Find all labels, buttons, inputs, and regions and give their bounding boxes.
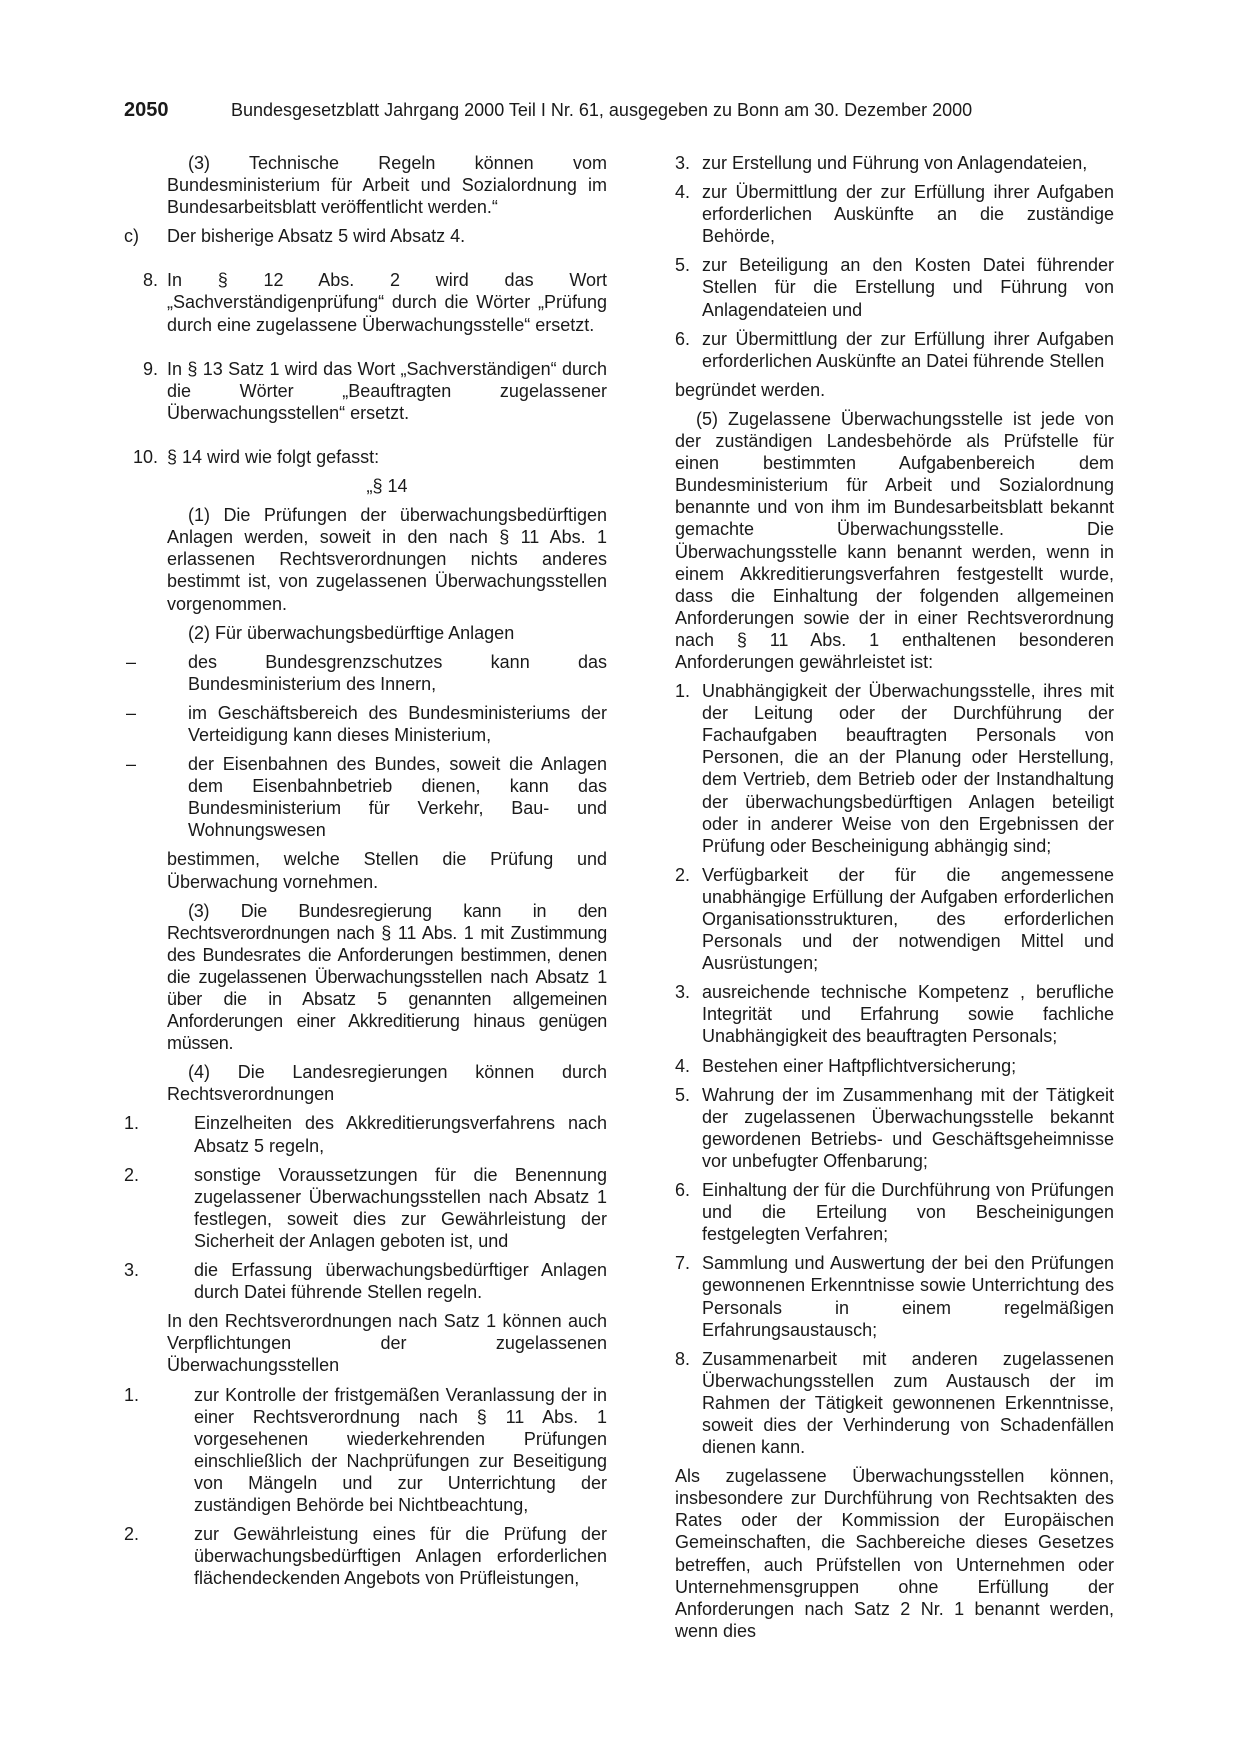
list-marker: 5.: [675, 1084, 691, 1105]
list-item-text: zur Erstellung und Führung von Anlagendateien,: [702, 153, 1088, 173]
list-item-text: zur Beteiligung an den Kosten Datei führender Stellen für die Erstellung und Führung von Anlagendateien und: [702, 255, 1114, 320]
paragraph-final: Als zugelassene Überwachungsstellen können, insbesondere zur Durchführung von Rechtsakten des Rates oder der Kommission der Europäischen Gemeinschaften, die Sachbereiche dieses Gesetzes betreffen, auch Prüfstellen von Unternehmen oder Unternehmensgruppen ohne Erfüllung der Anforderungen nach Satz 2 Nr. 1 benannt werden, wenn dies: [675, 1466, 1114, 1641]
list-item-text: Bestehen einer Haftpflichtversicherung;: [702, 1055, 1017, 1076]
dash-marker: –: [126, 651, 137, 672]
list-item-8: [124, 269, 607, 335]
paragraph-abs-1: (1) Die Prüfungen der überwachungsbedürftigen Anlagen werden, soweit in den nach § 11 Abs. 1 erlassenen Rechtsverordnungen nichts anderes bestimmt ist, von zugelassenen Überwachungsstellen vorgenommen.: [167, 505, 607, 614]
list-item-10: [124, 446, 607, 468]
numbered-list-item: [675, 328, 1114, 372]
numbered-list-item: [124, 1164, 607, 1252]
list-marker: 8.: [142, 270, 158, 291]
list-marker: 3.: [124, 1260, 140, 1281]
numbered-list-item: [675, 1084, 1114, 1172]
numbered-list-item: [675, 152, 1114, 174]
list-item-c: [124, 225, 607, 247]
dash-item-text: im Geschäftsbereich des Bundesministeriums der Verteidigung kann dieses Ministerium,: [188, 702, 607, 745]
list-item-9: [124, 358, 607, 424]
list-marker: 8.: [675, 1348, 691, 1369]
dash-item-text: des Bundesgrenzschutzes kann das Bundesministerium des Innern,: [188, 651, 607, 694]
list-marker: 4.: [675, 182, 691, 203]
list-marker: 2.: [124, 1164, 140, 1185]
dash-list-item: [124, 753, 607, 841]
list-item-text: die Erfassung überwachungsbedürftiger Anlagen durch Datei führende Stellen regeln.: [194, 1260, 607, 1303]
numbered-list-item: [124, 1112, 607, 1156]
list-marker: 3.: [675, 153, 691, 173]
list-marker: 2.: [124, 1524, 140, 1545]
paragraph-abs-3: (3) Die Bundesregierung kann in den Rechtsverordnungen nach § 11 Abs. 1 mit Zustimmung des Bundesrates die Anforderungen bestimmen, denen die zugelassenen Überwachungsstellen nach Absatz 1 über die in Absatz 5 genannten allgemeinen Anforderungen einer Akkreditierung hinaus genügen müssen.: [167, 900, 607, 1054]
numbered-list-item: [675, 1179, 1114, 1245]
numbered-list-item: [675, 864, 1114, 974]
list-item-text: ausreichende technische Kompetenz , berufliche Integrität und Erfahrung sowie fachliche Unabhängigkeit des beauftragten Personals;: [702, 982, 1114, 1047]
dash-marker: –: [126, 754, 137, 775]
list-item-text: Zusammenarbeit mit anderen zugelassenen Überwachungsstellen zum Austausch der im Rahmen der Tätigkeit gewonnenen Erkenntnisse, soweit dies der Verhinderung von Schadenfällen dienen kann.: [702, 1348, 1114, 1458]
list-item-text: zur Kontrolle der fristgemäßen Veranlassung der in einer Rechtsverordnung nach § 11 Abs. 1 vorgesehenen wiederkehrenden Prüfungen einschließlich der Nachprüfungen zur Beseitigung von Mängeln und zur Unterrichtung der zuständigen Behörde bei Nichtbeachtung,: [194, 1384, 607, 1515]
list-marker: 1.: [124, 1113, 140, 1134]
list-item-text: zur Gewährleistung eines für die Prüfung der überwachungsbedürftigen Anlagen erforderlichen flächendeckenden Angebots von Prüfleistungen,: [194, 1524, 607, 1589]
list-item-text: Einzelheiten des Akkreditierungsverfahrens nach Absatz 5 regeln,: [194, 1113, 607, 1156]
list-item-text: Der bisherige Absatz 5 wird Absatz 4.: [167, 226, 466, 247]
dash-list-item: [124, 702, 607, 746]
paragraph-obl-outro: begründet werden.: [675, 379, 826, 400]
list-item-text: In § 13 Satz 1 wird das Wort „Sachverständigen“ durch die Wörter „Beauftragten zugelassener Überwachungsstellen“ ersetzt.: [167, 358, 607, 423]
list-marker: 6.: [675, 328, 691, 349]
list-item-text: sonstige Voraussetzungen für die Benennung zugelassener Überwachungsstellen nach Absatz 1 festlegen, soweit dies zur Gewährleistung der Sicherheit der Anlagen geboten ist, und: [194, 1164, 607, 1251]
paragraph-abs-2-outro: bestimmen, welche Stellen die Prüfung und Überwachung vornehmen.: [167, 849, 607, 892]
numbered-list-item: [675, 254, 1114, 320]
dash-item-text: der Eisenbahnen des Bundes, soweit die Anlagen dem Eisenbahnbetrieb dienen, kann das Bundesministerium für Verkehr, Bau- und Wohnungswesen: [188, 754, 607, 841]
list-item-text: Wahrung der im Zusammenhang mit der Tätigkeit der zugelassenen Überwachungsstelle bekannt gewordenen Betriebs- und Geschäftsgeheimnisse vor unbefugter Offenbarung;: [702, 1084, 1114, 1171]
list-item-text: Sammlung und Auswertung der bei den Prüfungen gewonnenen Erkenntnisse sowie Unterrichtung des Personals in einem regelmäßigen Erfahrungsaustausch;: [702, 1253, 1114, 1340]
list-marker: 3.: [675, 982, 691, 1003]
dash-list-item: [124, 651, 607, 695]
list-item-text: Verfügbarkeit der für die angemessene unabhängige Erfüllung der Aufgaben erforderlichen Organisationsstrukturen, des erforderlichen Personals und der notwendigen Mittel und Ausrüstungen;: [702, 864, 1114, 974]
numbered-list-item: [675, 981, 1114, 1047]
numbered-list-item: [675, 680, 1114, 857]
left-column: [124, 152, 607, 1589]
list-item-text: In § 12 Abs. 2 wird das Wort „Sachverständigenprüfung“ durch die Wörter „Prüfung durch eine zugelassene Überwachungsstelle“ ersetzt.: [167, 270, 607, 335]
numbered-list-item: [124, 1259, 607, 1303]
numbered-list-item: [124, 1523, 607, 1589]
paragraph-abs-4-mid: In den Rechtsverordnungen nach Satz 1 können auch Verpflichtungen der zugelassenen Überwachungsstellen: [167, 1311, 607, 1376]
numbered-list-item: [124, 1384, 607, 1517]
section-heading: „§ 14: [366, 476, 408, 497]
list-marker: 9.: [142, 358, 158, 379]
list-marker: 4.: [675, 1055, 691, 1076]
paragraph-abs-2-intro: (2) Für überwachungsbedürftige Anlagen: [188, 622, 515, 643]
list-item-text: § 14 wird wie folgt gefasst:: [167, 446, 380, 467]
numbered-list-item: [675, 1348, 1114, 1458]
list-marker: 1.: [675, 681, 691, 702]
dash-marker: –: [126, 702, 137, 723]
paragraph-abs-5: (5) Zugelassene Überwachungsstelle ist jede von der zuständigen Landesbehörde als Prüfstelle für einen bestimmten Aufgabenbereich dem Bundesministerium für Arbeit und Sozialordnung benannte und von ihm im Bundesarbeitsblatt bekannt gemachte Überwachungsstelle. Die Überwachungsstelle kann benannt werden, wenn in einem Akkreditierungsverfahren festgestellt wurde, dass die Einhaltung der folgenden allgemeinen Anforderungen sowie der in einer Rechtsverordnung nach § 11 Abs. 1 enthaltenen besonderen Anforderungen gewährleistet ist:: [675, 408, 1114, 672]
list-marker: 10.: [132, 446, 158, 467]
numbered-list-item: [675, 1055, 1114, 1077]
list-marker: c): [124, 226, 139, 247]
page-number: 2050: [124, 99, 169, 121]
list-marker: 7.: [675, 1253, 691, 1274]
list-item-text: Unabhängigkeit der Überwachungsstelle, ihres mit der Leitung oder der Durchführung der Fachaufgaben beauftragten Personals von Personen, die an der Planung oder Herstellung, dem Vertrieb, dem Betrieb oder der Instandhaltung der überwachungsbedürftigen Anlagen beteiligt oder in anderer Weise von den Ergebnissen der Prüfung oder Bescheinigung abhängig sind;: [702, 681, 1114, 856]
list-item-text: Einhaltung der für die Durchführung von Prüfungen und die Erteilung von Bescheinigungen festgelegten Verfahren;: [702, 1180, 1114, 1245]
numbered-list-item: [675, 1252, 1114, 1340]
list-marker: 2.: [675, 864, 691, 885]
list-marker: 1.: [124, 1384, 140, 1405]
numbered-list-item: [675, 181, 1114, 247]
list-marker: 6.: [675, 1180, 691, 1201]
paragraph-abs-4-intro: (4) Die Landesregierungen können durch Rechtsverordnungen: [167, 1062, 607, 1105]
paragraph-technische-regeln: (3) Technische Regeln können vom Bundesministerium für Arbeit und Sozialordnung im Bundesarbeitsblatt veröffentlicht werden.“: [167, 153, 607, 218]
list-item-text: zur Übermittlung der zur Erfüllung ihrer Aufgaben erforderlichen Auskünfte an Datei führende Stellen: [702, 328, 1114, 371]
page-header-title: Bundesgesetzblatt Jahrgang 2000 Teil I Nr. 61, ausgegeben zu Bonn am 30. Dezember 2000: [231, 100, 973, 120]
list-marker: 5.: [675, 255, 691, 276]
right-column: [675, 152, 1114, 1642]
list-item-text: zur Übermittlung der zur Erfüllung ihrer Aufgaben erforderlichen Auskünfte an die zuständige Behörde,: [702, 182, 1114, 247]
